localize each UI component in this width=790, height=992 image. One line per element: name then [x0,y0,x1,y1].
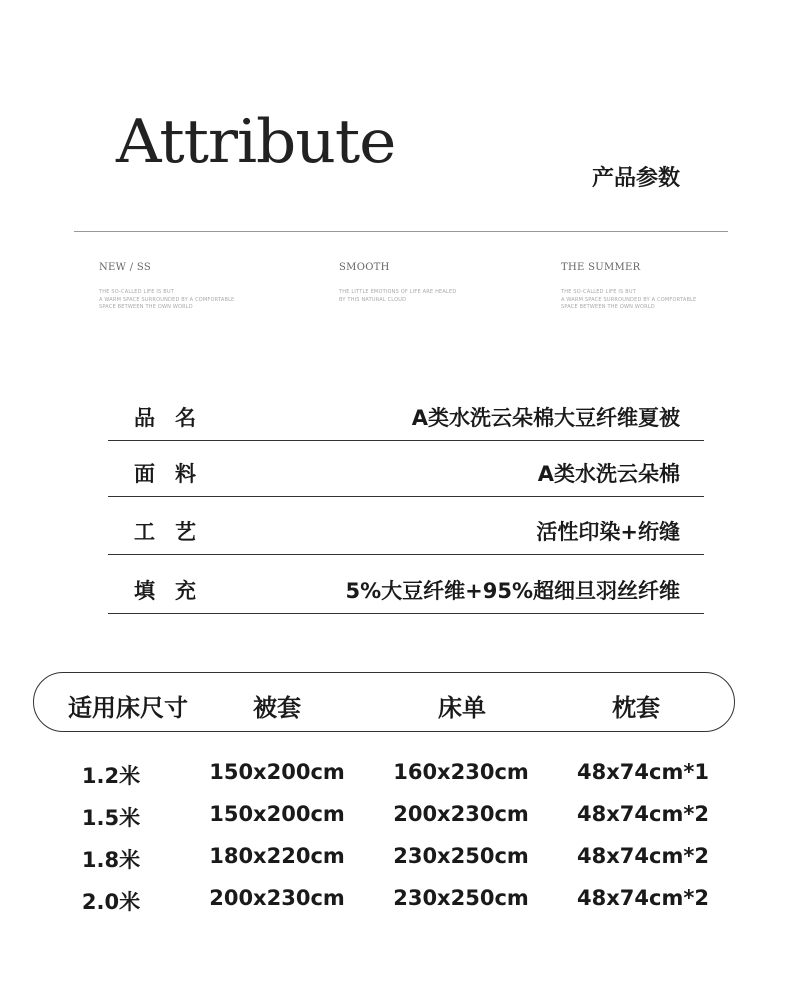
attribute-row-filling [108,563,704,614]
header-bed-size: 适用床尺寸 [68,694,188,722]
pillowcase-cell: 48x74cm*2 [577,844,709,868]
header-duvet-cover: 被套 [253,694,301,722]
attribute-label: 工艺 [134,520,216,544]
bed-sheet-cell: 230x250cm [393,886,529,910]
table-row [0,760,790,790]
bed-sheet-cell: 230x250cm [393,844,529,868]
attribute-row-fabric [108,446,704,497]
attribute-row-craft [108,504,704,555]
bed-size-cell: 1.5米 [81,806,141,830]
bed-size-cell: 2.0米 [81,890,141,914]
bed-sheet-cell: 160x230cm [393,760,529,784]
size-table-header [33,672,735,732]
column-the-summer [561,262,761,312]
page-title-english: Attribute [116,107,396,177]
table-row [0,886,790,916]
duvet-cover-cell: 150x200cm [209,802,345,826]
header-pillowcase: 枕套 [612,694,660,722]
bed-sheet-cell: 200x230cm [393,802,529,826]
pillowcase-cell: 48x74cm*2 [577,886,709,910]
table-row [0,844,790,874]
column-new-ss [99,262,299,312]
duvet-cover-cell: 150x200cm [209,760,345,784]
attribute-label: 品名 [134,406,216,430]
column-body: THE SO-CALLED LIFE IS BUT A WARM SPACE SURROUNDED BY A COMFORTABLE SPACE BETWEEN THE OWN WORLD [99,289,235,310]
bed-size-cell: 1.8米 [81,848,141,872]
duvet-cover-cell: 200x230cm [209,886,345,910]
duvet-cover-cell: 180x220cm [209,844,345,868]
column-smooth [339,262,539,304]
column-body: THE SO-CALLED LIFE IS BUT A WARM SPACE SURROUNDED BY A COMFORTABLE SPACE BETWEEN THE OWN WORLD [561,289,697,310]
column-body: THE LITTLE EMOTIONS OF LIFE ARE HEALED BY THIS NATURAL CLOUD [339,289,457,303]
page-title-chinese: 产品参数 [592,166,681,191]
table-row [0,802,790,832]
column-heading: SMOOTH [339,262,390,273]
attribute-row-name [108,390,704,441]
bed-size-cell: 1.2米 [81,764,141,788]
header-divider [74,231,728,232]
pillowcase-cell: 48x74cm*2 [577,802,709,826]
attribute-value: A类水洗云朵棉 [537,462,680,486]
column-heading: THE SUMMER [561,262,641,273]
attribute-label: 填充 [134,579,216,603]
header-bed-sheet: 床单 [438,694,486,722]
pillowcase-cell: 48x74cm*1 [577,760,709,784]
attribute-value: 活性印染+绗缝 [536,520,680,544]
attribute-value: 5%大豆纤维+95%超细旦羽丝纤维 [345,579,680,603]
attribute-value: A类水洗云朵棉大豆纤维夏被 [411,406,680,430]
attribute-label: 面料 [134,462,216,486]
column-heading: NEW / SS [99,262,151,273]
